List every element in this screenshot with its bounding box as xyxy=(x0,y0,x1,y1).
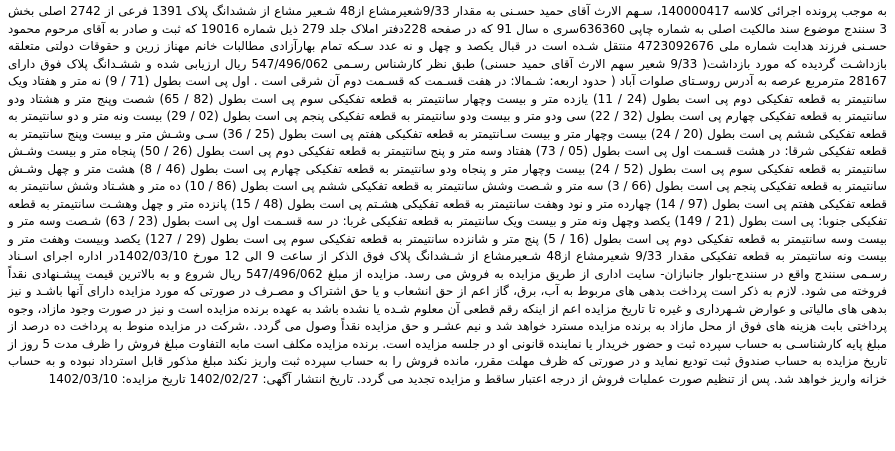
publish-date-label: تاریخ انتشار آگهی: xyxy=(262,371,354,386)
notice-dates xyxy=(49,372,353,386)
publish-date: 1402/02/27 xyxy=(189,371,259,386)
auction-date: 1402/03/10 xyxy=(48,371,118,386)
auction-date-label: تاریخ مزایده: xyxy=(121,371,186,386)
notice-body: به موجب پرونده اجرائی کلاسه 140000417، سـهم الارث آقای حمید حسـنی به مقدار 9/33شعیرمشاع از48 شـعیر مشاع از ششدانگ پلاک 1391 فرعی از 2742 اصلی بخش 3 سنندج موضوع سند مالکیت اصلی به شماره چاپی 636360سری ه سال 91 که در صفحه 228دفتر املاک جلد 279 ذیل شماره 19016 که ثبت و صادر به آقای مرحوم محمود حسـنی فرزند هدایت شماره ملی 4723092676 منتقل شـده است در قبال یکصد و چهل و نه عدد سـکه تمام بهارآزادی مطالبات خانم مهناز زرین و حقوقات دولتی متعلقه بازداشـت گردیده که مورد بازداشت( 9/33 شعیر سهم الارث آقای حمید حسنی) طبق نظر کارشناس رسـمی 547/496/062 ریال ارزیابی شده و ششـدانگ پلاک فوق دارای 28167 مترمربع عرصه به آدرس روسـتای صلوات آباد ( حدود اربعه: شـمالا: در هفت قسـمت که قسـمت دوم آن شرقی است . اول پی است بطول (71 / 9) نه متر و هفتاد ویک سانتیمتر به قطعه تفکیکی دوم پی است بطول (24 / 11) یازده متر و بیست وچهار سانتیمتر به قطعه تفکیکی سوم پی است بطول (82 / 65) شصت وپنج متر و هشتاد ودو سانتیمتر به قطعه تفکیکی چهارم پی است بطول (32 / 22) سی ودو متر و بیست ودو سانتیمتر به قطعه تفکیکی پنجم پی است بطول (02 / 29) بیست ونه متر و دو سانتیمتر به قطعه تفکیکی ششم پی است بطول (20 / 24) بیست وچهار متر و بیست سـانتیمتر به قطعه تفکیکی هفتم پی است بطول (25 / 36) سـی وشـش متر و بیست وپنج سانتیمتر به قطعه تفکیکی شرقا: در هشت قسـمت اول پی است بطول (05 / 73) هفتاد وسه متر و پنج سانتیمتر به قطعه تفکیکی دوم پی است بطول (26 / 50) پنجاه متر و بیست وشـش سانتیمتر به قطعه تفکیکی سوم پی است بطول (52 / 24) بیست وچهار متر و پنجاه ودو سانتیمتر به قطعه تفکیکی چهارم پی است بطول (46 / 8) هشت متر و چهل وشـش سانتیمتر به قطعه تفکیکی پنجم پی است بطول (66 / 3) سه متر و شـصت وشش سانتیمتر به قطعه تفکیکی ششم پی است بطول (86 / 10) ده متر و هشـتاد وشش سانتیمتر به قطعه تفکیکی هفتم پی است بطول (97 / 14) چهارده متر و نود وهفت سانتیمتر به قطعه تفکیکی هشـتم پی است بطول (48 / 15) پانزده متر و چهل وهشـت سانتیمتر به قطعه تفکیکی جنوبا: پی است بطول (21 / 149) یکصد وچهل ونه متر و بیست ویک سانتیمتر به قطعه تفکیکی غربا: در سه قسـمت اول پی است بطول (23 / 63) شـصت وسه متر و بیست وسه سانتیمتر به قطعه تفکیکی دوم پی است بطول (16 / 5) پنج متر و شانزده سانتیمتر به قطعه تفکیکی سوم پی است بطول (29 / 127) یکصد وبیست وهفت متر و بیست ونه سانتیمتر به قطعه تفکیکی مقدار 9/33 شعیرمشاع از48 شـعیرمشاع از شـشدانگ پلاک فوق الذکر از ساعت 9 الی 12 مورخ 1402/03/10در اداره اجرای اسـناد رسـمی سنندج واقع در سنندج-بلوار جانبازان- سایت اداری از طریق مزایده به فروش می رسد. مزایده از مبلغ 547/496/062 ریال شروع و به بالاترین قیمت پیشـنهادی نقداً فروخته می شود. لازم به ذکر است پرداخت بدهی های مربوط به آب، برق، گاز اعم از حق انشعاب و یا حق اشتراک و مصـرف در صورتی که مورد مزایده دارای آنها باشـد و نیز بدهی های مالیاتی و عوارض شـهرداری و غیره تا تاریخ مزایده اعم از اینکه رقم قطعی آن معلوم شـده یا نشده باشد به عهده برنده مزایده است و نیز در صورت وجود مازاد، وجوه پرداختی بابت هزینه های فوق از محل مازاد به برنده مزایده مسترد خواهد شد و نیم عشـر و حق مزایده نقداً وصول می گردد. ،شرکت در مزایده منوط به پرداخت ده درصد از مبلغ پایه کارشناسـی به حساب سپرده ثبت و حضور خریدار یا نماینده قانونی او در جلسه مزایده است. برنده مزایده مکلف است مابه التفاوت مبلغ فروش را ظرف مدت 5 روز از تاریخ مزایده به حساب صندوق ثبت تودیع نماید و در صورتی که ظرف مهلت مقرر، مانده فروش را به حساب سپرده ثبت واریز نکند مبلغ مذکور قابل استرداد نبوده و به حساب خزانه واریز خواهد شد. پس از تنظیم صورت عملیات فروش از درجه اعتبار ساقط و مزایده تجدید می گردد. xyxy=(8,4,888,386)
